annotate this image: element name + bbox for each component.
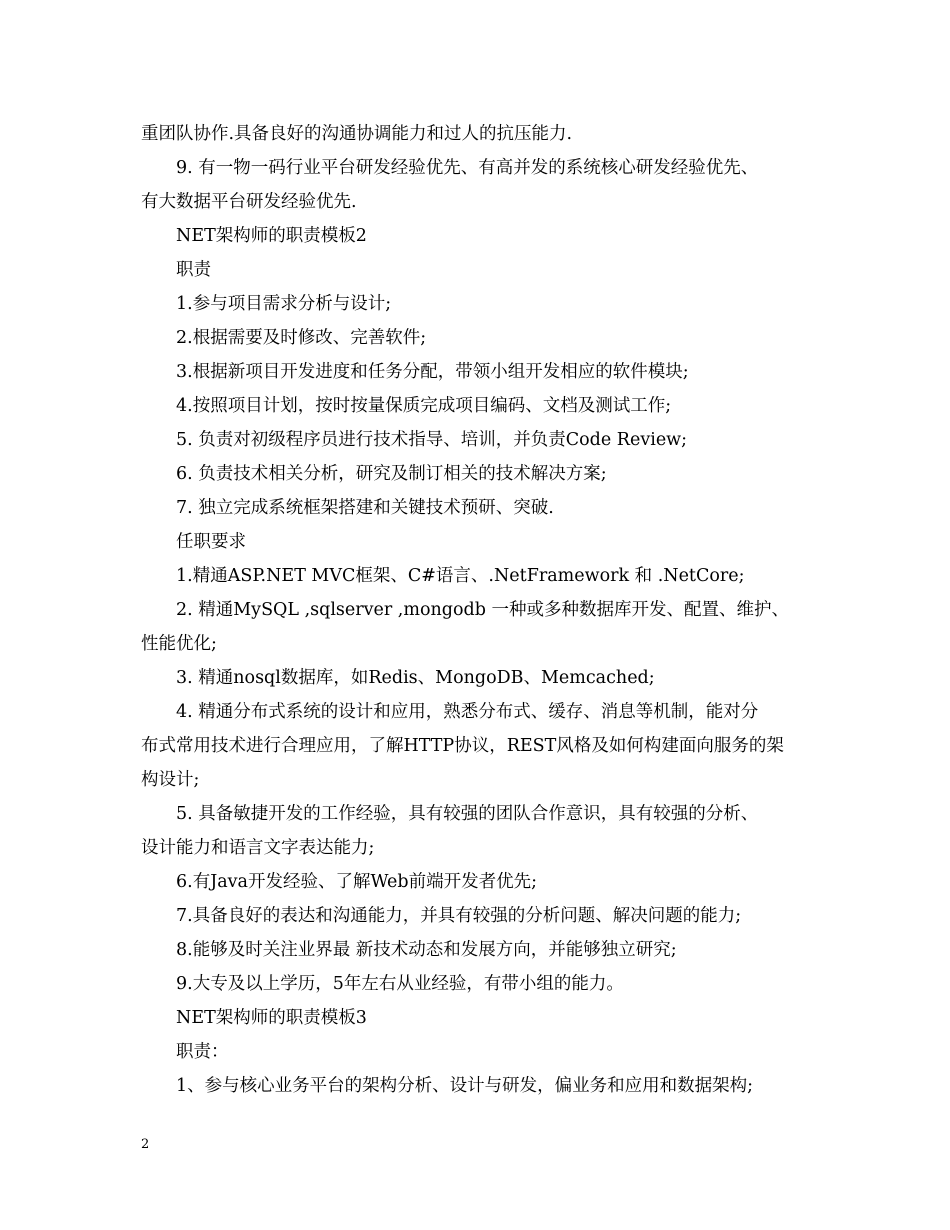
text-line: 1.精通ASP.NET MVC框架、C#语言、.NetFramework 和 .NetCore; [176, 566, 745, 586]
text-line: 8.能够及时关注业界最 新技术动态和发展方向，并能够独立研究; [176, 940, 677, 960]
text-line: 3. 精通nosql数据库，如Redis、MongoDB、Memcached; [176, 668, 655, 688]
text-line: 9. 有一物一码行业平台研发经验优先、有高并发的系统核心研发经验优先、 [176, 158, 759, 178]
text-line: NET架构师的职责模板3 [176, 1008, 367, 1028]
text-line: 构设计; [141, 770, 200, 790]
text-line: 7.具备良好的表达和沟通能力，并具有较强的分析问题、解决问题的能力; [176, 906, 742, 926]
text-line: 1.参与项目需求分析与设计; [176, 294, 392, 314]
text-line: 6.有Java开发经验、了解Web前端开发者优先; [176, 872, 537, 892]
document-body [141, 117, 821, 1103]
text-line: 7. 独立完成系统框架搭建和关键技术预研、突破. [176, 498, 554, 518]
text-line: 重团队协作.具备良好的沟通协调能力和过人的抗压能力. [141, 124, 573, 144]
page-number: 2 [141, 1137, 150, 1152]
text-line: 2. 精通MySQL ,sqlserver ,mongodb 一种或多种数据库开发、配置、维护、 [176, 600, 789, 620]
text-line: 4.按照项目计划，按时按量保质完成项目编码、文档及测试工作; [176, 396, 672, 416]
text-line: 有大数据平台研发经验优先. [141, 192, 357, 212]
text-line: NET架构师的职责模板2 [176, 226, 367, 246]
text-line: 1、参与核心业务平台的架构分析、设计与研发，偏业务和应用和数据架构; [176, 1076, 754, 1096]
text-line: 设计能力和语言文字表达能力; [141, 838, 375, 858]
text-line: 职责 [176, 260, 211, 280]
text-line: 6. 负责技术相关分析，研究及制订相关的技术解决方案; [176, 464, 607, 484]
text-line: 2.根据需要及时修改、完善软件; [176, 328, 427, 348]
text-line: 职责： [176, 1042, 229, 1062]
text-line: 9.大专及以上学历，5年左右从业经验，有带小组的能力。 [176, 974, 624, 994]
text-line: 5. 负责对初级程序员进行技术指导、培训，并负责Code Review; [176, 430, 688, 450]
text-line: 5. 具备敏捷开发的工作经验，具有较强的团队合作意识，具有较强的分析、 [176, 804, 759, 824]
text-line: 3.根据新项目开发进度和任务分配，带领小组开发相应的软件模块; [176, 362, 689, 382]
text-line: 布式常用技术进行合理应用，了解HTTP协议，REST风格及如何构建面向服务的架 [141, 736, 784, 756]
text-line: 4. 精通分布式系统的设计和应用，熟悉分布式、缓存、消息等机制，能对分 [176, 702, 759, 722]
text-line: 任职要求 [176, 532, 246, 552]
text-line: 性能优化; [141, 634, 217, 654]
